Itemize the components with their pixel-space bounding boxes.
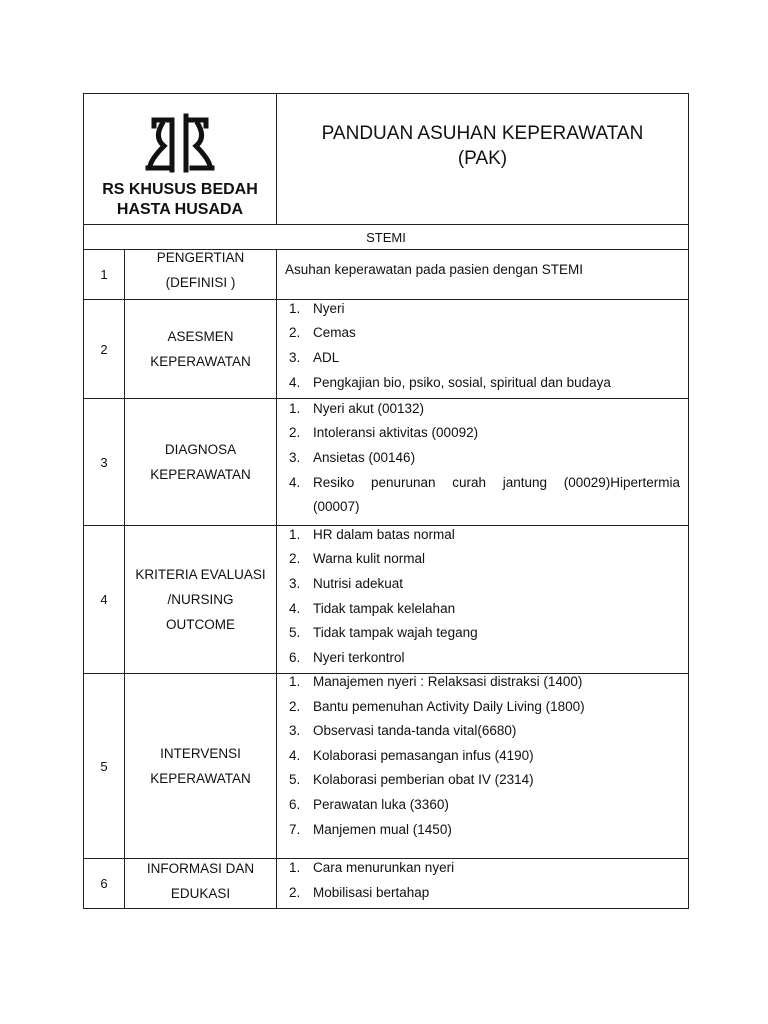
row-content [277,859,689,909]
list-item: 2. Cemas [289,325,356,341]
row-label [125,526,277,674]
nursing-care-guide-document [83,93,688,909]
row-label-line: OUTCOME [166,617,235,632]
row-label-line: KRITERIA EVALUASI [135,567,266,582]
list-item: 6. Perawatan luka (3360) [289,796,449,812]
row-label-line: DIAGNOSA [164,442,237,457]
hospital-logo-icon [144,112,216,174]
item-list [285,856,680,905]
row-number: 4 [84,526,125,674]
row-label-line: INFORMASI DAN [146,860,255,876]
logo-cell [84,94,277,225]
list-item: 3. Nutrisi adekuat [289,575,404,591]
row-label [125,859,277,909]
table-row [84,250,689,300]
table-row [84,399,689,526]
table-row [84,300,689,399]
list-item: 1. Cara menurunkan nyeri [289,859,455,875]
row-label-line: KEPERAWATAN [150,771,251,786]
header-row [84,94,689,225]
title-cell [277,94,689,225]
list-item: 4. Pengkajian bio, psiko, sosial, spiritual dan budaya [289,374,611,390]
topic-label: STEMI [84,225,689,250]
row-content [277,300,689,399]
list-item: 2. Intoleransi aktivitas (00092) [289,425,479,441]
row-number: 3 [84,399,125,526]
list-item: 4. Kolaborasi pemasangan infus (4190) [289,747,534,763]
row-content [277,399,689,526]
list-item: 2. Bantu pemenuhan Activity Daily Living (1800) [289,698,585,714]
row-label-line: (DEFINISI ) [165,274,236,290]
table-row [84,526,689,674]
row-label-line: /NURSING [167,592,234,607]
list-item: 4. Resiko penurunan curah jantung (00029)Hipertermia [289,474,680,490]
row-label-line: INTERVENSI [160,746,241,761]
list-item-continuation: (00007) [313,499,360,515]
row-label-line: KEPERAWATAN [150,354,251,369]
row-label [125,250,277,300]
row-label-line: EDUKASI [170,885,231,901]
row-label [125,300,277,399]
row-content [277,674,689,859]
row-number: 6 [84,859,125,909]
list-item: 5. Tidak tampak wajah tegang [289,625,478,641]
list-item: 2. Mobilisasi bertahap [289,884,430,900]
document-title-line1: PANDUAN ASUHAN KEPERAWATAN [321,123,644,144]
list-item: 6. Nyeri terkontrol [289,649,405,665]
item-list [285,297,680,395]
definition-text: Asuhan keperawatan pada pasien dengan STEMI [285,261,583,277]
table-row [84,859,689,909]
list-item: 5. Kolaborasi pemberian obat IV (2314) [289,772,534,788]
row-label-line: ASESMEN [167,329,234,344]
table-row [84,674,689,859]
row-label [125,399,277,526]
item-list [285,523,680,671]
row-label-line: KEPERAWATAN [150,467,251,482]
list-item: 3. Observasi tanda-tanda vital(6680) [289,723,517,739]
item-list [285,397,680,495]
list-item: 7. Manjemen mual (1450) [289,821,452,837]
list-item: 3. ADL [289,350,340,365]
list-item: 1. Manajemen nyeri : Relaksasi distraksi (1400) [289,674,583,689]
list-item: 3. Ansietas (00146) [289,450,416,465]
row-number: 5 [84,674,125,859]
org-name-line1: RS KHUSUS BEDAH [102,181,258,198]
guide-table [83,93,689,909]
list-item: 1. Nyeri akut (00132) [289,400,425,416]
document-title-line2: (PAK) [457,148,508,169]
row-number: 1 [84,250,125,300]
item-list [285,670,680,842]
list-item: 4. Tidak tampak kelelahan [289,600,456,616]
list-item: 1. Nyeri [289,300,345,316]
row-label-line: PENGERTIAN [156,249,245,265]
row-content [277,250,689,300]
row-number: 2 [84,300,125,399]
list-item: 1. HR dalam batas normal [289,526,455,542]
row-label [125,674,277,859]
row-content [277,526,689,674]
org-name-line2: HASTA HUSADA [116,201,244,218]
list-item: 2. Warna kulit normal [289,551,426,567]
